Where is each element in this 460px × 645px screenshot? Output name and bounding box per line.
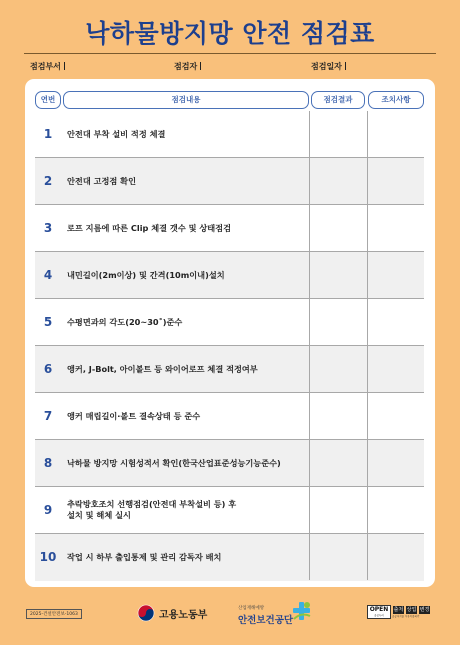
ogl-symbol-attribution: 출처 <box>393 607 404 613</box>
result-cell[interactable] <box>309 346 367 392</box>
ogl-symbol-noderivative: 변경 <box>419 607 430 613</box>
field-date[interactable] <box>311 61 346 72</box>
ogl-sub: 공공누리 <box>374 614 384 617</box>
title-divider <box>24 53 436 54</box>
header-result: 점검결과 <box>311 91 365 109</box>
field-department-label: 점검부서 <box>30 62 61 71</box>
row-number: 2 <box>43 174 53 188</box>
field-department[interactable] <box>30 61 65 72</box>
row-number: 6 <box>43 362 53 376</box>
result-cell[interactable] <box>309 158 367 204</box>
table-row <box>35 440 424 487</box>
action-cell[interactable] <box>367 158 424 204</box>
action-cell[interactable] <box>367 252 424 298</box>
table-row <box>35 393 424 440</box>
action-cell[interactable] <box>367 205 424 251</box>
action-cell[interactable] <box>367 440 424 486</box>
row-number: 8 <box>43 456 53 470</box>
checklist-card <box>25 79 435 587</box>
row-content: 낙하물 방지망 시험성적서 확인(한국산업표준성능기능준수) <box>67 457 281 468</box>
result-cell[interactable] <box>309 440 367 486</box>
row-number: 9 <box>43 503 53 517</box>
result-cell[interactable] <box>309 487 367 533</box>
field-inspector[interactable] <box>174 61 201 72</box>
table-row <box>35 252 424 299</box>
row-content: 작업 시 하부 출입통제 및 관리 감독자 배치 <box>67 551 222 562</box>
table-row <box>35 534 424 581</box>
row-content: 안전대 고정점 확인 <box>67 175 136 186</box>
action-cell[interactable] <box>367 534 424 580</box>
publication-code: 2025-건설안전보-1063 <box>26 609 82 619</box>
agency-logo <box>238 600 328 626</box>
field-date-label: 점검일자 <box>311 62 342 71</box>
row-number: 5 <box>43 315 53 329</box>
result-cell[interactable] <box>309 534 367 580</box>
row-content: 수평면과의 각도(20~30˚)준수 <box>67 316 183 327</box>
action-cell[interactable] <box>367 487 424 533</box>
ogl-symbol-noncommercial: 상업 <box>406 607 417 613</box>
taegeuk-icon <box>137 604 155 622</box>
action-cell[interactable] <box>367 111 424 157</box>
ogl-line: 공공저작물 자유이용허락 <box>392 615 420 618</box>
row-number: 1 <box>43 127 53 141</box>
row-content: 앵커 매립길이·볼트 결속상태 등 준수 <box>67 410 201 421</box>
table-row <box>35 299 424 346</box>
row-number: 3 <box>43 221 53 235</box>
ogl-label: OPEN <box>369 606 389 613</box>
row-number: 4 <box>43 268 53 282</box>
action-cell[interactable] <box>367 346 424 392</box>
row-number: 7 <box>43 409 53 423</box>
input-marker <box>64 62 65 70</box>
header-action: 조치사항 <box>368 91 424 109</box>
table-row <box>35 111 424 158</box>
agency-emblem-icon <box>292 600 312 624</box>
row-content: 추락방호조치 선행점검(안전대 부착설비 등) 후 설치 및 해체 실시 <box>67 499 237 520</box>
header-content: 점검내용 <box>63 91 309 109</box>
action-cell[interactable] <box>367 299 424 345</box>
page-title: 낙하물방지망 안전 점검표 <box>85 19 375 48</box>
row-number: 10 <box>39 550 57 564</box>
table-row <box>35 158 424 205</box>
table-row <box>35 487 424 534</box>
result-cell[interactable] <box>309 205 367 251</box>
ogl-license <box>367 605 431 619</box>
header-no: 연번 <box>35 91 61 109</box>
input-marker <box>345 62 346 70</box>
info-fields <box>0 61 460 75</box>
row-content: 내민길이(2m이상) 및 간격(10m이내)설치 <box>67 269 225 280</box>
result-cell[interactable] <box>309 393 367 439</box>
ministry-logo <box>137 602 207 624</box>
ministry-name: 고용노동부 <box>159 609 208 621</box>
result-cell[interactable] <box>309 252 367 298</box>
table-row <box>35 346 424 393</box>
row-content: 안전대 부착 설비 적정 체결 <box>67 128 166 139</box>
footer <box>0 598 460 628</box>
table-row <box>35 205 424 252</box>
action-cell[interactable] <box>367 393 424 439</box>
input-marker <box>200 62 201 70</box>
ogl-open-mark <box>367 605 391 619</box>
result-cell[interactable] <box>309 299 367 345</box>
field-inspector-label: 점검자 <box>174 62 198 71</box>
row-content: 로프 지름에 따른 Clip 체결 갯수 및 상태점검 <box>67 222 231 233</box>
agency-name: 안전보건공단 <box>238 615 294 626</box>
result-cell[interactable] <box>309 111 367 157</box>
agency-tagline: 산업재해예방 <box>238 606 265 611</box>
row-content: 앵커, J-Bolt, 아이볼트 등 와이어로프 체결 적정여부 <box>67 363 258 374</box>
